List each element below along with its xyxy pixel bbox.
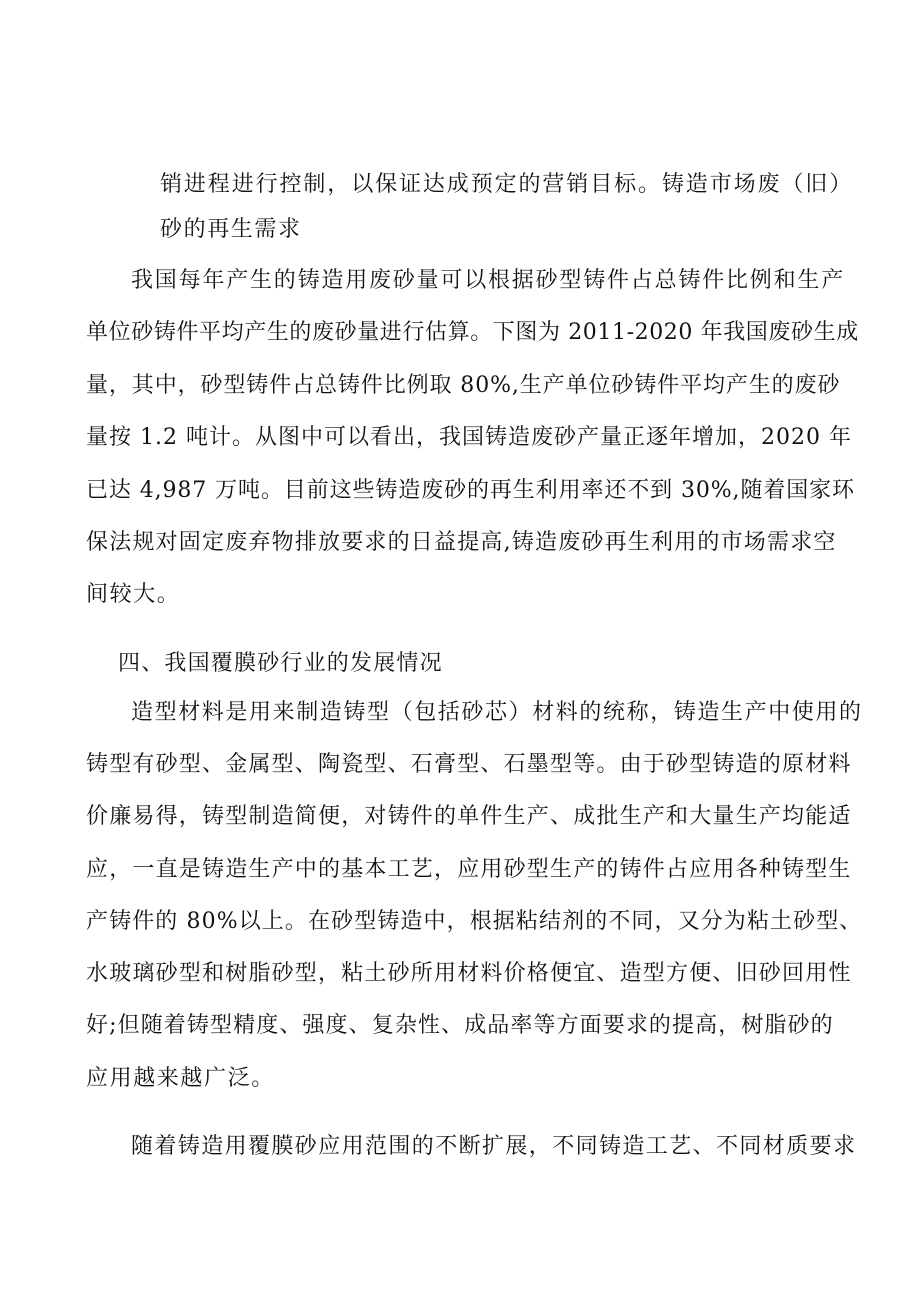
paragraph2-line-6: 水玻璃砂型和树脂砂型，粘土砂所用材料价格便宜、造型方便、旧砂回用性 — [86, 961, 852, 986]
paragraph1-line-4: 量按 1.2 吨计。从图中可以看出，我国铸造废砂产量正逐年增加，2020 年 — [86, 425, 852, 450]
paragraph1-line-6: 保法规对固定废弃物排放要求的日益提高,铸造废砂再生利用的市场需求空 — [86, 530, 837, 555]
paragraph2-line-1: 造型材料是用来制造铸型（包括砂芯）材料的统称，铸造生产中使用的 — [131, 700, 863, 725]
intro-line-2: 砂的再生需求 — [160, 217, 302, 242]
intro-line-1: 销进程进行控制，以保证达成预定的营销目标。铸造市场废（旧） — [160, 172, 854, 197]
paragraph2-line-2: 铸型有砂型、金属型、陶瓷型、石膏型、石墨型等。由于砂型铸造的原材料 — [86, 752, 852, 777]
paragraph1-line-5: 已达 4,987 万吨。目前这些铸造废砂的再生利用率还不到 30%,随着国家环 — [86, 478, 855, 503]
paragraph1-line-3: 量，其中，砂型铸件占总铸件比例取 80%,生产单位砂铸件平均产生的废砂 — [86, 373, 841, 398]
paragraph2-line-7: 好;但随着铸型精度、强度、复杂性、成品率等方面要求的提高，树脂砂的 — [86, 1013, 834, 1038]
paragraph2-line-3: 价廉易得，铸型制造简便，对铸件的单件生产、成批生产和大量生产均能适 — [86, 804, 852, 829]
paragraph2-line-4: 应，一直是铸造生产中的基本工艺，应用砂型生产的铸件占应用各种铸型生 — [86, 857, 852, 882]
paragraph2-line-8: 应用越来越广泛。 — [86, 1066, 275, 1091]
paragraph3-line-1: 随着铸造用覆膜砂应用范围的不断扩展，不同铸造工艺、不同材质要求 — [131, 1134, 857, 1159]
paragraph1-line-1: 我国每年产生的铸造用废砂量可以根据砂型铸件占总铸件比例和生产 — [131, 268, 846, 293]
paragraph1-line-7: 间较大。 — [86, 582, 181, 607]
paragraph2-line-5: 产铸件的 80%以上。在砂型铸造中，根据粘结剂的不同，又分为粘土砂型、 — [86, 909, 863, 934]
section-heading: 四、我国覆膜砂行业的发展情况 — [118, 651, 443, 676]
paragraph1-line-2: 单位砂铸件平均产生的废砂量进行估算。下图为 2011-2020 年我国废砂生成 — [86, 320, 859, 345]
